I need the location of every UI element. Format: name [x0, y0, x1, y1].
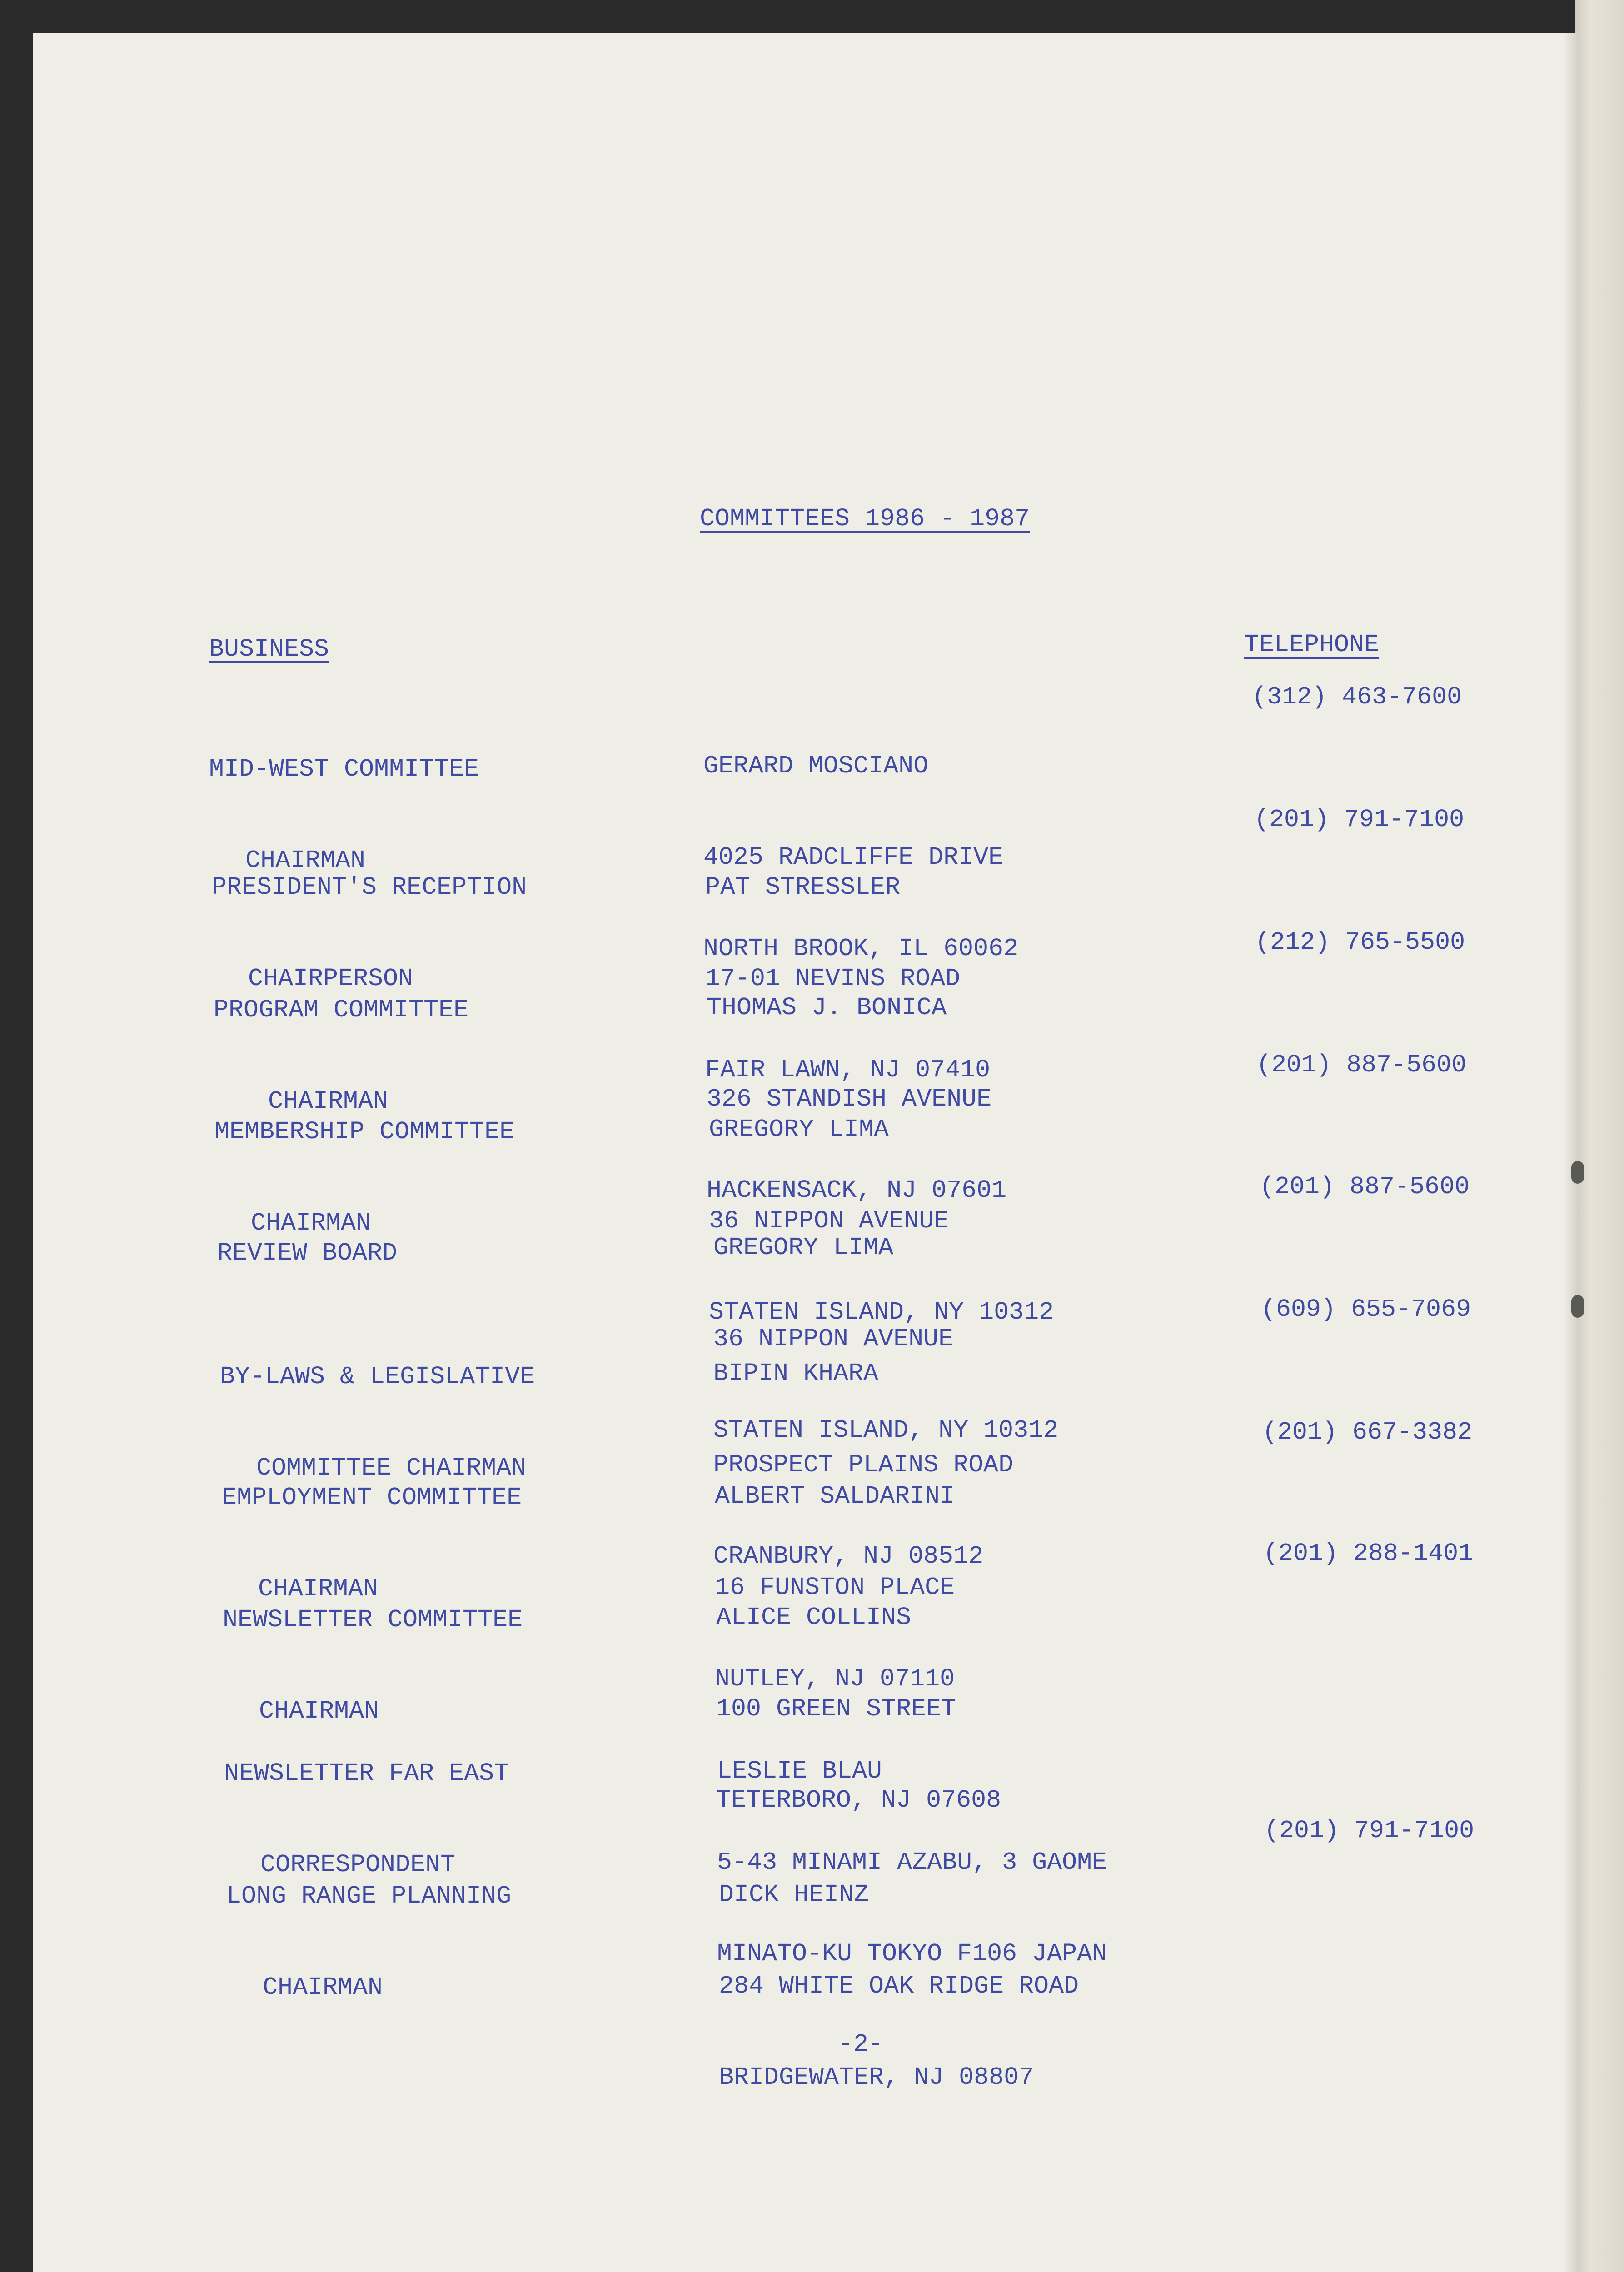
- business-header: BUSINESS: [209, 635, 329, 663]
- contact-block: LESLIE BLAU 5-43 MINAMI AZABU, 3 GAOME MINATO-KU TOKYO F106 JAPAN: [717, 1757, 1107, 1968]
- committee-name: MEMBERSHIP COMMITTEE CHAIRMAN: [214, 1117, 515, 1237]
- phone-number: (201) 887-5600: [1256, 1051, 1467, 1079]
- phone-number: (312) 463-7600: [1252, 683, 1462, 711]
- committee-name: REVIEW BOARD: [217, 1239, 398, 1267]
- staple-bottom: [1571, 1295, 1584, 1318]
- contact-block: BIPIN KHARA PROSPECT PLAINS ROAD CRANBURY, NJ 08512: [713, 1359, 1014, 1570]
- page-spine-shadow: [1563, 33, 1577, 2272]
- contact-block: THOMAS J. BONICA 326 STANDISH AVENUE HACKENSACK, NJ 07601: [707, 993, 1007, 1205]
- staple-top: [1571, 1161, 1584, 1184]
- committee-name: LONG RANGE PLANNING CHAIRMAN: [226, 1882, 512, 2002]
- committee-name: BY-LAWS & LEGISLATIVE COMMITTEE CHAIRMAN: [220, 1362, 535, 1482]
- contact-block: GERARD MOSCIANO 4025 RADCLIFFE DRIVE NORTH BROOK, IL 60062: [703, 752, 1019, 963]
- contact-block: ALICE COLLINS 100 GREEN STREET TETERBORO, NJ 07608: [716, 1603, 1001, 1814]
- contact-block: ALBERT SALDARINI 16 FUNSTON PLACE NUTLEY, NJ 07110: [715, 1482, 955, 1693]
- contact-block: GREGORY LIMA 36 NIPPON AVENUE STATEN ISLAND, NY 10312: [713, 1233, 1059, 1445]
- page-number: -2-: [838, 2030, 884, 2058]
- adjacent-page-edge: [1575, 0, 1624, 2272]
- phone-number: (201) 887-5600: [1260, 1172, 1470, 1201]
- phone-number: (201) 288-1401: [1263, 1539, 1474, 1568]
- phone-number: (201) 791-7100: [1264, 1816, 1475, 1845]
- contact-block: GREGORY LIMA 36 NIPPON AVENUE STATEN ISLAND, NY 10312: [709, 1115, 1054, 1326]
- telephone-header: TELEPHONE: [1244, 630, 1380, 659]
- phone-number: (201) 667-3382: [1262, 1418, 1473, 1446]
- committee-name: EMPLOYMENT COMMITTEE CHAIRMAN: [222, 1483, 522, 1603]
- committee-name: PROGRAM COMMITTEE CHAIRMAN: [214, 996, 469, 1116]
- committee-name: NEWSLETTER COMMITTEE CHAIRMAN: [223, 1605, 523, 1725]
- phone-number: (212) 765-5500: [1255, 928, 1465, 957]
- contact-block: PAT STRESSLER 17-01 NEVINS ROAD FAIR LAWN, NJ 07410: [705, 873, 991, 1084]
- committee-name: MID-WEST COMMITTEE CHAIRMAN: [209, 755, 479, 875]
- phone-number: (609) 655-7069: [1261, 1295, 1471, 1324]
- contact-block: DICK HEINZ 284 WHITE OAK RIDGE ROAD BRIDGEWATER, NJ 08807: [719, 1880, 1079, 2092]
- committee-name: PRESIDENT'S RECEPTION CHAIRPERSON: [212, 873, 527, 993]
- committee-name: NEWSLETTER FAR EAST CORRESPONDENT: [224, 1759, 509, 1879]
- phone-number: (201) 791-7100: [1254, 805, 1465, 834]
- page-title: COMMITTEES 1986 - 1987: [700, 504, 1030, 533]
